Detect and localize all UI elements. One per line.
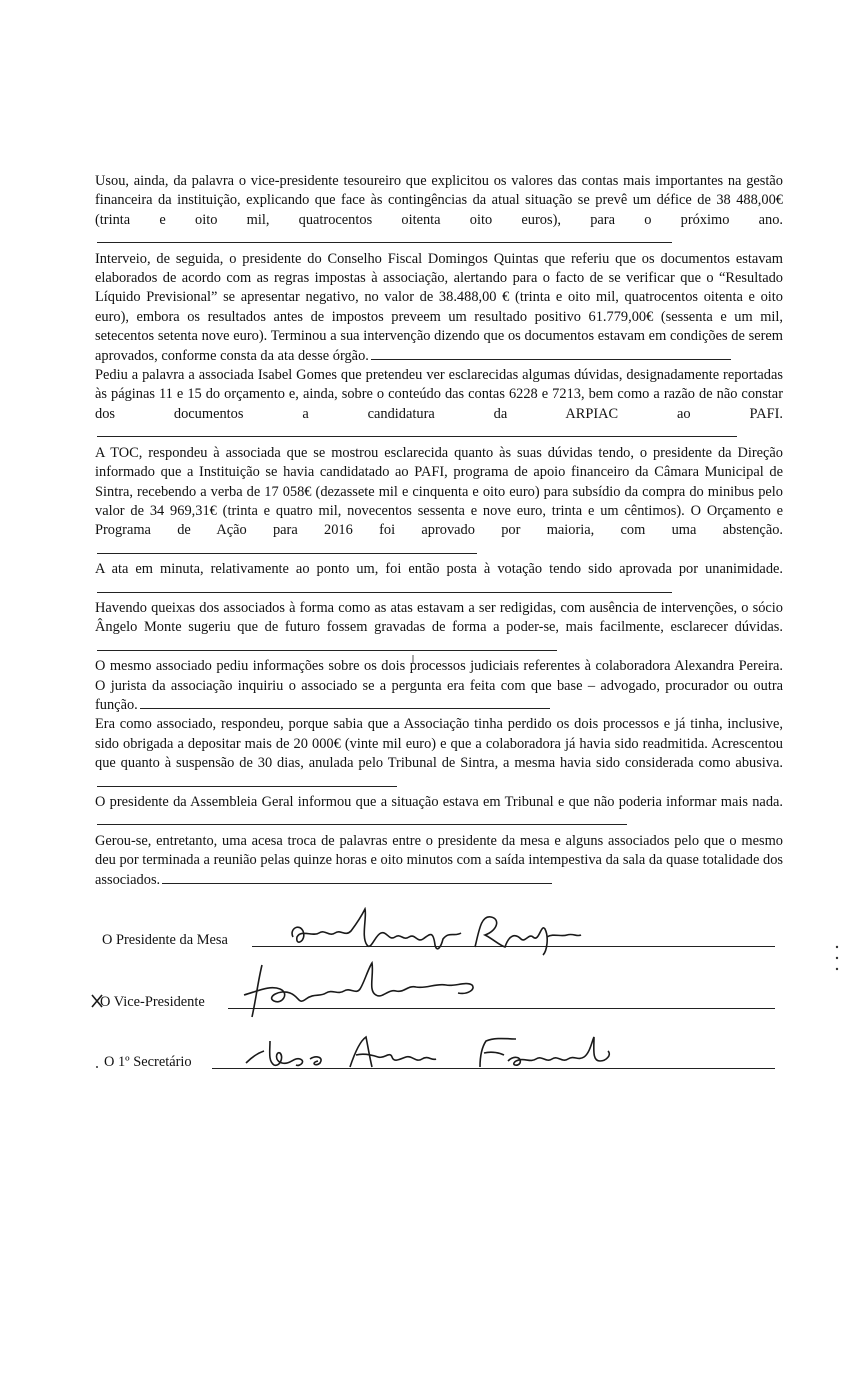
paragraph-fiscal-council (95, 250, 783, 366)
paragraph-text: Era como associado, respondeu, porque sabia que a Associação tinha perdido os dois processos e já tinha, inclusive, sido obrigada a depositar mais de 20 000€ (vinte mil euro) e que a colaboradora já havia sido readmitida. Acrescentou que quanto à suspensão de 30 dias, anulada pelo Tribunal de Sintra, a mesma havia sido considerada como abusiva. (95, 716, 783, 772)
paragraph-general-assembly (95, 793, 783, 832)
paragraph-text: A ata em minuta, relativamente ao ponto um, foi então posta à votação tendo sido aprovada por unanimidade. (95, 561, 783, 578)
fill-line (97, 649, 557, 651)
signature-row-president (90, 905, 790, 955)
paragraph-judicial (95, 657, 783, 715)
paragraph-text: O presidente da Assembleia Geral informou que a situação estava em Tribunal e que não poderia informar mais nada. (95, 794, 783, 810)
vice-president-label: O Vice-Presidente (100, 994, 205, 1010)
paragraph-isabel-gomes (95, 366, 783, 444)
vice-president-handwritten-signature (240, 955, 500, 1025)
paragraph-text: Interveio, de seguida, o presidente do Conselho Fiscal Domingos Quintas que referiu que os documentos estavam elaborados de acordo com as regras impostas à associação, alertando para o facto de se verificar que o “Resultado Líquido Previsional” se apresentar negativo, no valor de 38.488,00 € (trinta e oito mil, quatrocentos oitenta e oito euro), embora os resultados antes de impostos preveem um resultado positivo 61.779,00€ (sessenta e um mil, setecentos setenta nove euro). Terminou a sua intervenção dizendo que os documentos estavam em condições de serem aprovados, conforme consta da ata desse órgão. (95, 250, 783, 364)
secretary-handwritten-signature (240, 1027, 620, 1077)
paragraph-text: O mesmo associado pediu informações sobre os dois processos judiciais referentes à colaboradora Alexandra Pereira. O jurista da associação inquiriu o associado se a pergunta era feita com que base – advogado, procurador ou outra função. (95, 658, 783, 713)
margin-mark-icon (90, 993, 104, 1009)
margin-dots-icon (834, 944, 840, 972)
paragraph-text: Gerou-se, entretanto, uma acesa troca de palavras entre o presidente da mesa e alguns associados pelo que o mesmo deu por terminada a reunião pelas quinze horas e oito minutos com a saída intempestiva da sala da quase totalidade dos associados. (95, 832, 783, 888)
paragraph-associate-reply (95, 715, 783, 793)
speck-icon (411, 655, 415, 663)
fill-line (162, 882, 552, 884)
paragraph-text: Havendo queixas dos associados à forma como as atas estavam a ser redigidas, com ausência de intervenções, o sócio Ângelo Monte sugeriu que de futuro fossem gravadas de forma a poder-se, mais facilmente, esclarecer dúvidas. (95, 599, 783, 636)
fill-line (371, 358, 731, 360)
fill-line (97, 823, 627, 825)
fill-line (97, 435, 737, 437)
paragraph-closing (95, 832, 783, 890)
fill-line (97, 785, 397, 787)
secretary-label: O 1º Secretário (104, 1054, 192, 1070)
paragraph-text: Usou, ainda, da palavra o vice-presidente tesoureiro que explicitou os valores das contas mais importantes na gestão financeira da instituição, explicando que face às contingências da atual situação se prevê um défice de 38 488,00€ (trinta e oito mil, quatrocentos oitenta oito euros), para o próximo ano. (95, 173, 783, 228)
paragraph-text: A TOC, respondeu à associada que se mostrou esclarecida quanto às suas dúvidas tendo, o presidente da Direção informado que a Instituição se havia candidatado ao PAFI, programa de apoio financeiro da Câmara Municipal de Sintra, recebendo a verba de 17 058€ (dezassete mil e cinquenta e oito euro) para subsídio da compra do minibus pelo valor de 34 969,31€ (trinta e quatro mil, novecentos sessenta e nove euro, trinta e um cêntimos). O Orçamento e Programa de Ação para 2016 foi aprovado por maioria, com uma abstenção. (95, 444, 783, 539)
paragraph-minutes-vote (95, 560, 783, 599)
paragraph-complaints (95, 599, 783, 657)
signature-row-secretary (90, 1027, 790, 1077)
fill-line (97, 591, 672, 593)
president-handwritten-signature (285, 907, 585, 959)
speck-icon (94, 1064, 100, 1070)
minutes-body (95, 172, 783, 890)
paragraph-treasurer (95, 172, 783, 250)
signature-block (90, 905, 790, 1085)
fill-line (97, 552, 477, 554)
fill-line (140, 707, 550, 709)
fill-line (97, 241, 672, 243)
paragraph-text: Pediu a palavra a associada Isabel Gomes que pretendeu ver esclarecidas algumas dúvidas, designadamente reportadas às páginas 11 e 15 do orçamento e, ainda, sobre o conteúdo das contas 6228 e 7213, bem como a razão de não constar dos documentos a candidatura da ARPIAC ao PAFI. (95, 367, 783, 422)
signature-row-vice-president (90, 967, 790, 1017)
paragraph-toc-reply (95, 444, 783, 560)
president-label: O Presidente da Mesa (102, 932, 228, 948)
